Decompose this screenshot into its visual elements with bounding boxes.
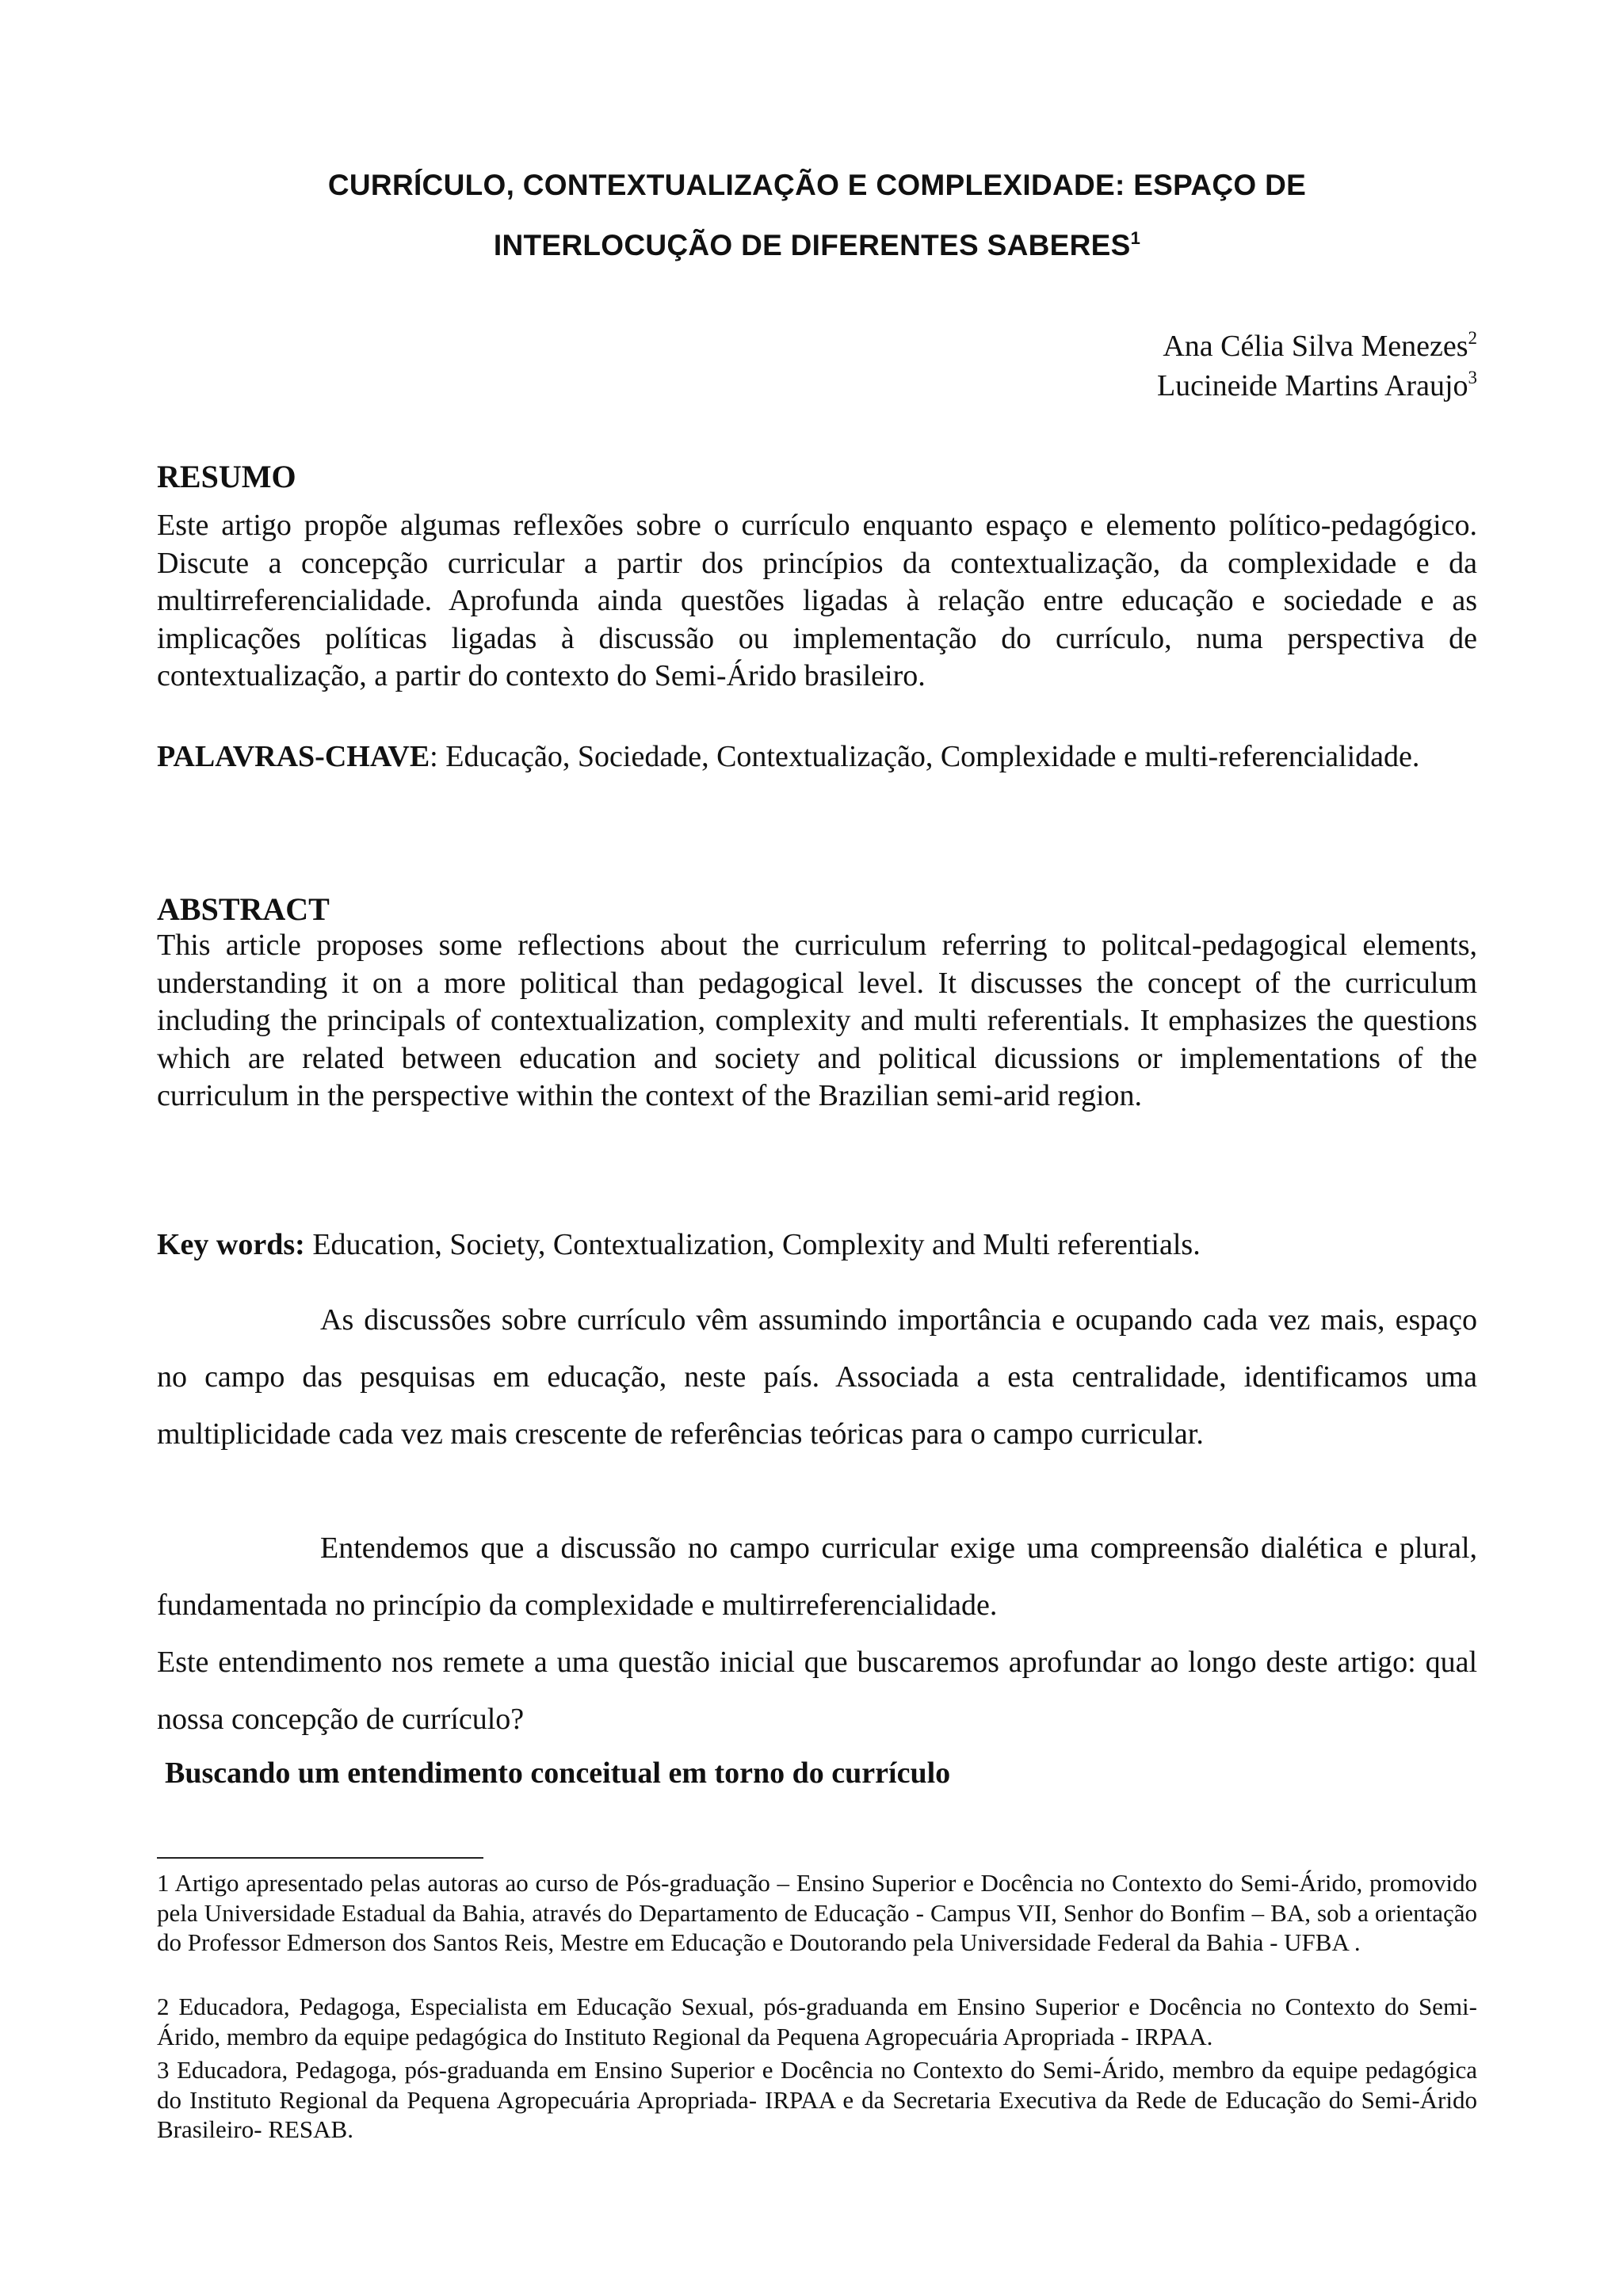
body-paragraph-3: Este entendimento nos remete a uma questão inicial que buscaremos aprofundar ao longo deste artigo: qual nossa concepção de currículo? <box>157 1646 1477 1736</box>
author-1-name: Ana Célia Silva Menezes <box>1163 330 1468 363</box>
paper-title <box>157 155 1477 276</box>
resumo-heading: RESUMO <box>157 459 296 494</box>
keywords-text: Education, Society, Contextualization, Complexity and Multi referentials. <box>304 1228 1201 1261</box>
keywords-label: Key words: <box>157 1228 305 1261</box>
title-line-2-text: INTERLOCUÇÃO DE DIFERENTES SABERES <box>493 229 1131 261</box>
abstract-text: This article proposes some reflections about the curriculum referring to politcal-pedagogical elements, understanding it on a more political than pedagogical level. It discusses the concept of the curriculum including the principals of contextualization, complexity and multi referentials. It emphasizes the questions which are related between education and society and political dicussions or implementations of the curriculum in the perspective within the context of the Brazilian semi-arid region. <box>157 929 1477 1112</box>
section-title: Buscando um entendimento conceitual em torno do currículo <box>165 1756 951 1790</box>
author-1-mark: 2 <box>1468 328 1477 348</box>
footnote-divider <box>157 1857 483 1859</box>
abstract-heading: ABSTRACT <box>157 891 330 927</box>
palavras-chave-label: PALAVRAS-CHAVE <box>157 740 430 773</box>
body-paragraph-2: Entendemos que a discussão no campo curricular exige uma compreensão dialética e plural, fundamentada no princípio da complexidade e multirreferencialidade. <box>157 1531 1477 1622</box>
title-line-2 <box>157 215 1477 276</box>
title-line-1: CURRÍCULO, CONTEXTUALIZAÇÃO E COMPLEXIDADE: ESPAÇO DE <box>327 169 1307 201</box>
footnote-2: 2 Educadora, Pedagoga, Especialista em Educação Sexual, pós-graduanda em Ensino Superior e Docência no Contexto do Semi-Árido, membro da equipe pedagógica do Instituto Regional da Pequena Agropecuária Apropriada - IRPAA. <box>157 1993 1477 2050</box>
author-1 <box>1157 326 1477 366</box>
author-2-mark: 3 <box>1468 368 1477 387</box>
title-footnote-mark: 1 <box>1130 228 1141 248</box>
footnote-1: 1 Artigo apresentado pelas autoras ao curso de Pós-graduação – Ensino Superior e Docência no Contexto do Semi-Árido, promovido pela Universidade Estadual da Bahia, através do Departamento de Educação - Campus VII, Senhor do Bonfim – BA, sob a orientação do Professor Edmerson dos Santos Reis, Mestre em Educação e Doutorando pela Universidade Federal da Bahia - UFBA . <box>157 1869 1477 1956</box>
palavras-chave <box>157 738 1477 776</box>
footnote-3: 3 Educadora, Pedagoga, pós-graduanda em Ensino Superior e Docência no Contexto do Semi-Árido, membro da equipe pedagógica do Instituto Regional da Pequena Agropecuária Apropriada- IRPAA e da Secretaria Executiva da Rede de Educação do Semi-Árido Brasileiro- RESAB. <box>157 2056 1477 2143</box>
author-list <box>1157 326 1477 406</box>
body-paragraph-1: As discussões sobre currículo vêm assumindo importância e ocupando cada vez mais, espaço no campo das pesquisas em educação, neste país. Associada a esta centralidade, identificamos uma multiplicidade cada vez mais crescente de referências teóricas para o campo curricular. <box>157 1303 1477 1451</box>
author-2-name: Lucineide Martins Araujo <box>1156 369 1468 402</box>
palavras-chave-text: : Educação, Sociedade, Contextualização, Complexidade e multi-referencialidade. <box>430 740 1420 773</box>
resumo-text: Este artigo propõe algumas reflexões sobre o currículo enquanto espaço e elemento político-pedagógico. Discute a concepção curricular a partir dos princípios da contextualização, da complexidade e da multirreferencialidade. Aprofunda ainda questões ligadas à relação entre educação e sociedade e as implicações políticas ligadas à discussão ou implementação do currículo, numa perspectiva de contextualização, a partir do contexto do Semi-Árido brasileiro. <box>157 509 1477 692</box>
author-2 <box>1157 366 1477 406</box>
keywords <box>157 1226 1477 1264</box>
